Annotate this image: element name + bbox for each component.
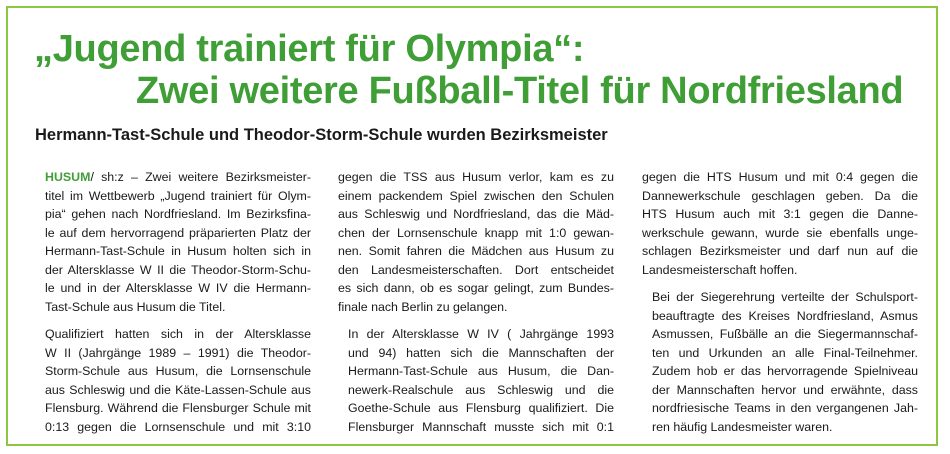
column-2 — [338, 168, 614, 436]
text-line: titel im Wettbewerb „Jugend trainiert für Olym- — [45, 188, 311, 203]
article-box — [6, 6, 938, 446]
paragraph — [35, 325, 311, 436]
text-line: beauftragte des Kreises Nordfriesland, Asmus — [652, 308, 918, 323]
text-line: nordfriesische Teams in den vergangenen Jah- — [652, 401, 918, 415]
paragraph — [338, 325, 614, 436]
text-line: newerk-Realschule aus Schleswig und die — [348, 382, 614, 397]
text-line: chen der Lornsenschule knapp mit 1:0 gewan- — [338, 225, 614, 240]
text-line: werkschule gewann, wurde sie ebenfalls unge- — [642, 225, 918, 240]
text-line: Storm-Schule aus Husum, die Lornsenschule — [45, 364, 311, 378]
text-line: aus Schleswig und die Käte-Lassen-Schule aus — [45, 382, 311, 397]
text-line: Hermann-Tast-Schule aus Husum, die Dan- — [348, 364, 614, 378]
text-line: der Mannschaften hervor und erwähnte, dass — [652, 382, 918, 397]
text-line: der Altersklasse W II die Theodor-Storm-Schu- — [45, 262, 311, 277]
text-line: Flensburg. Während die Flensburger Schule mit — [45, 401, 311, 415]
paragraph — [642, 288, 918, 436]
text-line: Asmussen, Fußbälle an die Siegermannschaf- — [652, 327, 918, 341]
dateline: HUSUM — [45, 170, 91, 184]
text-line: finale nach Berlin zu gelangen. — [338, 299, 508, 314]
byline: / sh:z – — [90, 170, 138, 184]
text-line: und 94) hatten sich die Mannschaften der — [348, 345, 614, 360]
text-line: HTS Husum auch mit 3:1 gegen die Danne- — [642, 207, 918, 221]
headline — [8, 28, 940, 112]
text-line: gegen die TSS aus Husum verlor, kam es zu — [338, 170, 614, 184]
text-line: ten und Urkunden an alle Final-Teilnehmer. — [652, 345, 918, 360]
column-1 — [35, 168, 311, 436]
column-3 — [642, 168, 918, 436]
text-line: le auf dem hervorragend präparierten Platz der — [45, 225, 311, 240]
text-line: le und in der Altersklasse W IV die Hermann- — [45, 281, 311, 295]
text-line: 0:13 gegen die Lornsenschule und mit 3:10 — [45, 419, 311, 434]
text-line: W II (Jahrgänge 1989 – 1991) die Theodor- — [45, 345, 311, 360]
text-line: Zudem hob er das hervorragende Spielniveau — [652, 364, 918, 378]
text-line: pia“ gehen nach Nordfriesland. Im Bezirksfina- — [45, 207, 311, 221]
article-body — [35, 168, 917, 440]
text-line: Goethe-Schule aus Flensburg qualifiziert. Die — [348, 401, 614, 415]
text-line: es sich dann, ob es sogar gelingt, zum Bundes- — [338, 281, 614, 295]
text-line: schlagen Bezirksmeister und darf nun auf die — [642, 244, 918, 258]
text-line: Flensburger Mannschaft musste sich mit 0:1 — [348, 419, 614, 434]
text-line: Dannewerkschule geschlagen geben. Da die — [642, 188, 918, 203]
text-line: aus Schleswig und Nordfriesland, das die Mäd- — [338, 207, 614, 221]
text-line: Qualifiziert hatten sich in der Altersklasse — [45, 327, 311, 341]
text-line: Landesmeisterschaft hoffen. — [642, 262, 798, 277]
text-line: gegen die HTS Husum und mit 0:4 gegen die — [642, 170, 918, 184]
text-line: HUSUM/ sh:z – Zwei weitere Bezirksmeister- — [45, 170, 311, 184]
headline-line-1: „Jugend trainiert für Olympia“: — [34, 28, 585, 70]
text-line: Hermann-Tast-Schule in Husum holten sich in — [45, 244, 311, 258]
text-line: ren häufig Landesmeister waren. — [652, 419, 833, 434]
paragraph — [338, 168, 614, 316]
headline-line-2: Zwei weitere Fußball-Titel für Nordfriesland — [136, 70, 904, 112]
text-line: den Landesmeisterschaften. Dort entscheidet — [338, 262, 614, 277]
text-line: einem packendem Spiel zwischen den Schulen — [338, 188, 614, 203]
paragraph — [35, 168, 311, 316]
text-line: In der Altersklasse W IV ( Jahrgänge 1993 — [348, 327, 614, 341]
paragraph — [642, 168, 918, 279]
text-line: Tast-Schule aus Husum die Titel. — [45, 299, 226, 314]
subheadline: Hermann-Tast-Schule und Theodor-Storm-Schule wurden Bezirksmeister — [35, 126, 608, 144]
text-line: nen. Somit fahren die Mädchen aus Husum zu — [338, 244, 614, 258]
text-line: Bei der Siegerehrung verteilte der Schulsport- — [652, 290, 918, 304]
